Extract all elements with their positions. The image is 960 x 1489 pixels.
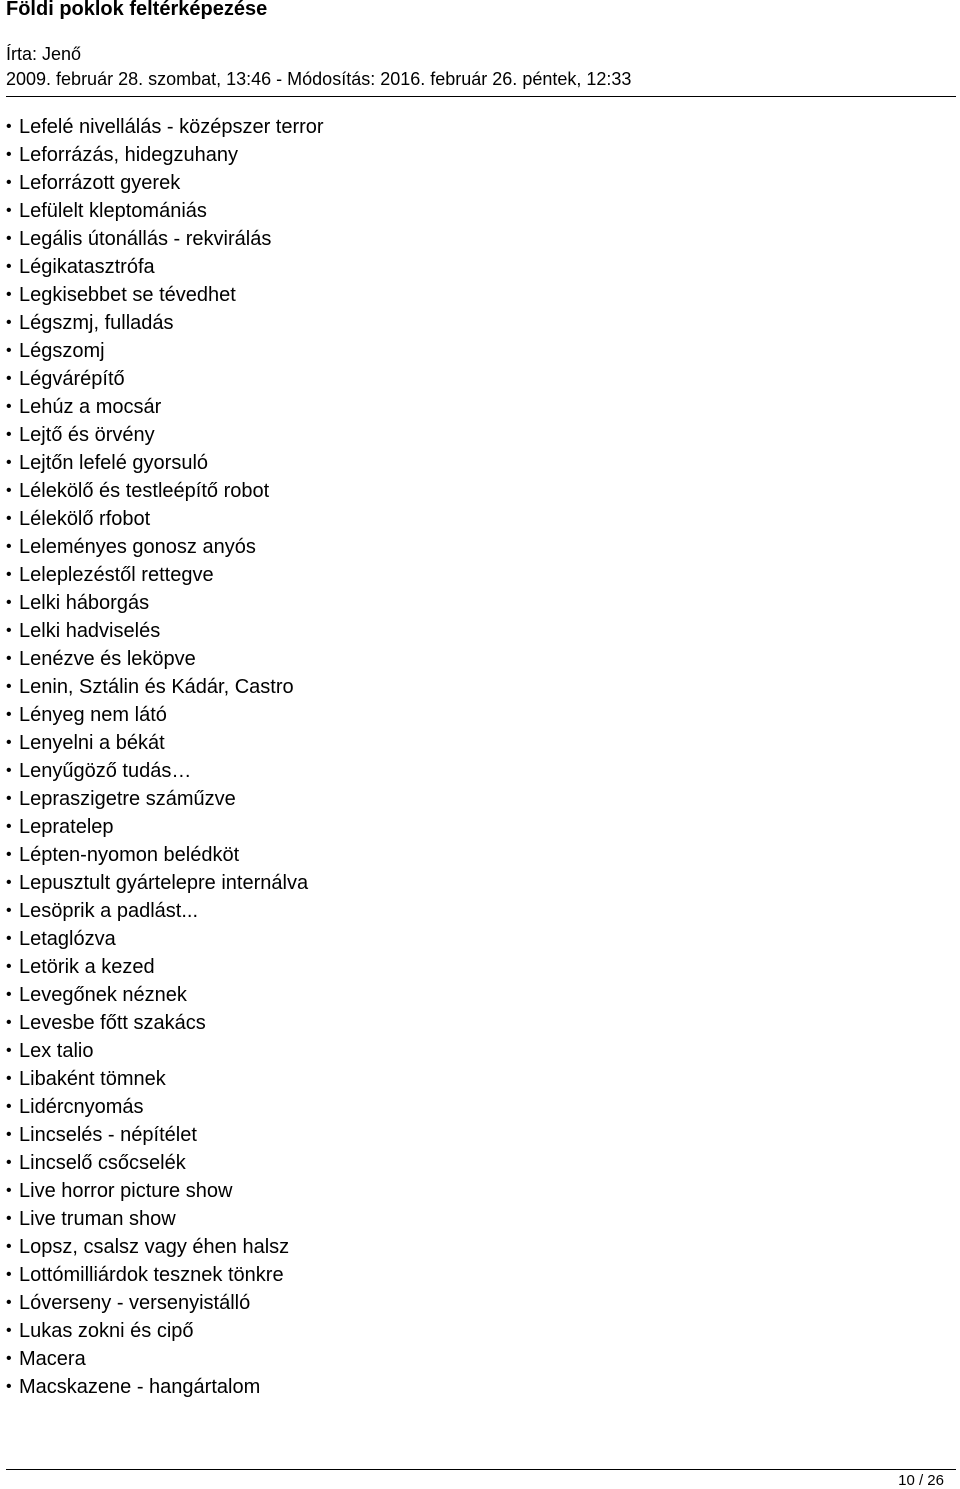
list-item [0,253,324,281]
list-item [0,1009,324,1037]
bullet-icon: • [6,1378,12,1395]
entry-list [0,113,324,1401]
list-item-text: Lincselő csőcselék [19,1152,186,1174]
list-item-text: Lincselés - népítélet [19,1124,197,1146]
document-title: Földi poklok feltérképezése [6,0,268,20]
list-item [0,785,324,813]
bullet-icon: • [6,1154,12,1171]
bullet-icon: • [6,1042,12,1059]
bullet-icon: • [6,846,12,863]
bullet-icon: • [6,930,12,947]
bullet-icon: • [6,790,12,807]
list-item-text: Lenézve és leköpve [19,648,196,670]
bullet-icon: • [6,510,12,527]
list-item-text: Lex talio [19,1040,94,1062]
bullet-icon: • [6,398,12,415]
list-item [0,505,324,533]
bullet-icon: • [6,118,12,135]
list-item-text: Lejtő és örvény [19,424,155,446]
bullet-icon: • [6,174,12,191]
list-item [0,729,324,757]
list-item-text: Lóverseny - versenyistálló [19,1292,251,1314]
list-item-text: Lejtőn lefelé gyorsuló [19,452,209,474]
list-item-text: Légvárépítő [19,368,125,390]
bullet-icon: • [6,146,12,163]
list-item-text: Leleményes gonosz anyós [19,536,256,558]
list-item [0,1149,324,1177]
list-item-text: Libaként tömnek [19,1068,166,1090]
list-item-text: Lenyűgöző tudás… [19,760,192,782]
list-item [0,1373,324,1401]
list-item-text: Lélekölő és testleépítő robot [19,480,270,502]
bullet-icon: • [6,622,12,639]
list-item-text: Lenyelni a békát [19,732,165,754]
list-item-text: Legkisebbet se tévedhet [19,284,236,306]
list-item [0,1233,324,1261]
bullet-icon: • [6,1098,12,1115]
bullet-icon: • [6,678,12,695]
list-item [0,925,324,953]
header-divider [6,96,956,97]
list-item [0,1317,324,1345]
bullet-icon: • [6,342,12,359]
list-item [0,393,324,421]
bullet-icon: • [6,986,12,1003]
list-item-text: Lopsz, csalsz vagy éhen halsz [19,1236,290,1258]
bullet-icon: • [6,1322,12,1339]
list-item-text: Live horror picture show [19,1180,233,1202]
bullet-icon: • [6,902,12,919]
list-item [0,869,324,897]
list-item-text: Legális útonállás - rekvirálás [19,228,272,250]
list-item [0,701,324,729]
list-item-text: Lenin, Sztálin és Kádár, Castro [19,676,294,698]
list-item-text: Lepusztult gyártelepre internálva [19,872,309,894]
list-item-text: Légikatasztrófa [19,256,155,278]
list-item [0,645,324,673]
list-item-text: Levegőnek néznek [19,984,187,1006]
list-item-text: Leforrázott gyerek [19,172,181,194]
list-item-text: Lépten-nyomon belédköt [19,844,240,866]
list-item-text: Macera [19,1348,86,1370]
list-item-text: Lélekölő rfobot [19,508,151,530]
list-item-text: Levesbe főtt szakács [19,1012,206,1034]
list-item-text: Lidércnyomás [19,1096,144,1118]
list-item-text: Lepraszigetre száműzve [19,788,236,810]
bullet-icon: • [6,734,12,751]
list-item [0,981,324,1009]
list-item [0,309,324,337]
list-item-text: Lehúz a mocsár [19,396,162,418]
list-item [0,673,324,701]
list-item [0,953,324,981]
bullet-icon: • [6,286,12,303]
list-item-text: Letaglózva [19,928,116,950]
list-item [0,281,324,309]
bullet-icon: • [6,1014,12,1031]
list-item [0,1345,324,1373]
list-item [0,141,324,169]
list-item [0,197,324,225]
list-item-text: Lefelé nivellálás - középszer terror [19,116,324,138]
bullet-icon: • [6,258,12,275]
list-item [0,169,324,197]
list-item [0,477,324,505]
bullet-icon: • [6,706,12,723]
bullet-icon: • [6,1350,12,1367]
bullet-icon: • [6,230,12,247]
list-item-text: Lelki hadviselés [19,620,161,642]
list-item [0,1289,324,1317]
list-item-text: Légszmj, fulladás [19,312,174,334]
list-item-text: Lefülelt kleptomániás [19,200,207,222]
list-item [0,1177,324,1205]
footer-divider [6,1469,956,1470]
list-item-text: Leforrázás, hidegzuhany [19,144,239,166]
bullet-icon: • [6,874,12,891]
list-item [0,1093,324,1121]
list-item [0,113,324,141]
bullet-icon: • [6,426,12,443]
bullet-icon: • [6,1294,12,1311]
list-item [0,421,324,449]
bullet-icon: • [6,370,12,387]
list-item-text: Letörik a kezed [19,956,155,978]
list-item-text: Lukas zokni és cipő [19,1320,194,1342]
bullet-icon: • [6,1182,12,1199]
list-item [0,1065,324,1093]
list-item [0,617,324,645]
list-item [0,813,324,841]
list-item-text: Légszomj [19,340,105,362]
list-item [0,365,324,393]
list-item-text: Macskazene - hangártalom [19,1376,261,1398]
list-item-text: Leleplezéstől rettegve [19,564,214,586]
list-item [0,841,324,869]
bullet-icon: • [6,958,12,975]
list-item-text: Live truman show [19,1208,176,1230]
list-item-text: Lesöprik a padlást... [19,900,198,922]
list-item [0,449,324,477]
bullet-icon: • [6,1266,12,1283]
bullet-icon: • [6,482,12,499]
bullet-icon: • [6,202,12,219]
list-item [0,1121,324,1149]
bullet-icon: • [6,818,12,835]
list-item-text: Lottómilliárdok tesznek tönkre [19,1264,284,1286]
list-item [0,1037,324,1065]
list-item-text: Lényeg nem látó [19,704,167,726]
author-line: Írta: Jenő [6,44,82,64]
list-item [0,757,324,785]
list-item [0,589,324,617]
page-number: 10 / 26 [898,1472,944,1489]
list-item [0,337,324,365]
date-line: 2009. február 28. szombat, 13:46 - Módosítás: 2016. február 26. péntek, 12:33 [6,69,632,89]
bullet-icon: • [6,650,12,667]
bullet-icon: • [6,566,12,583]
list-item [0,561,324,589]
bullet-icon: • [6,762,12,779]
list-item [0,1261,324,1289]
bullet-icon: • [6,314,12,331]
bullet-icon: • [6,1126,12,1143]
list-item [0,533,324,561]
bullet-icon: • [6,538,12,555]
bullet-icon: • [6,1238,12,1255]
bullet-icon: • [6,1070,12,1087]
bullet-icon: • [6,454,12,471]
bullet-icon: • [6,1210,12,1227]
list-item [0,897,324,925]
list-item-text: Lelki háborgás [19,592,150,614]
bullet-icon: • [6,594,12,611]
list-item [0,225,324,253]
list-item-text: Lepratelep [19,816,114,838]
list-item [0,1205,324,1233]
